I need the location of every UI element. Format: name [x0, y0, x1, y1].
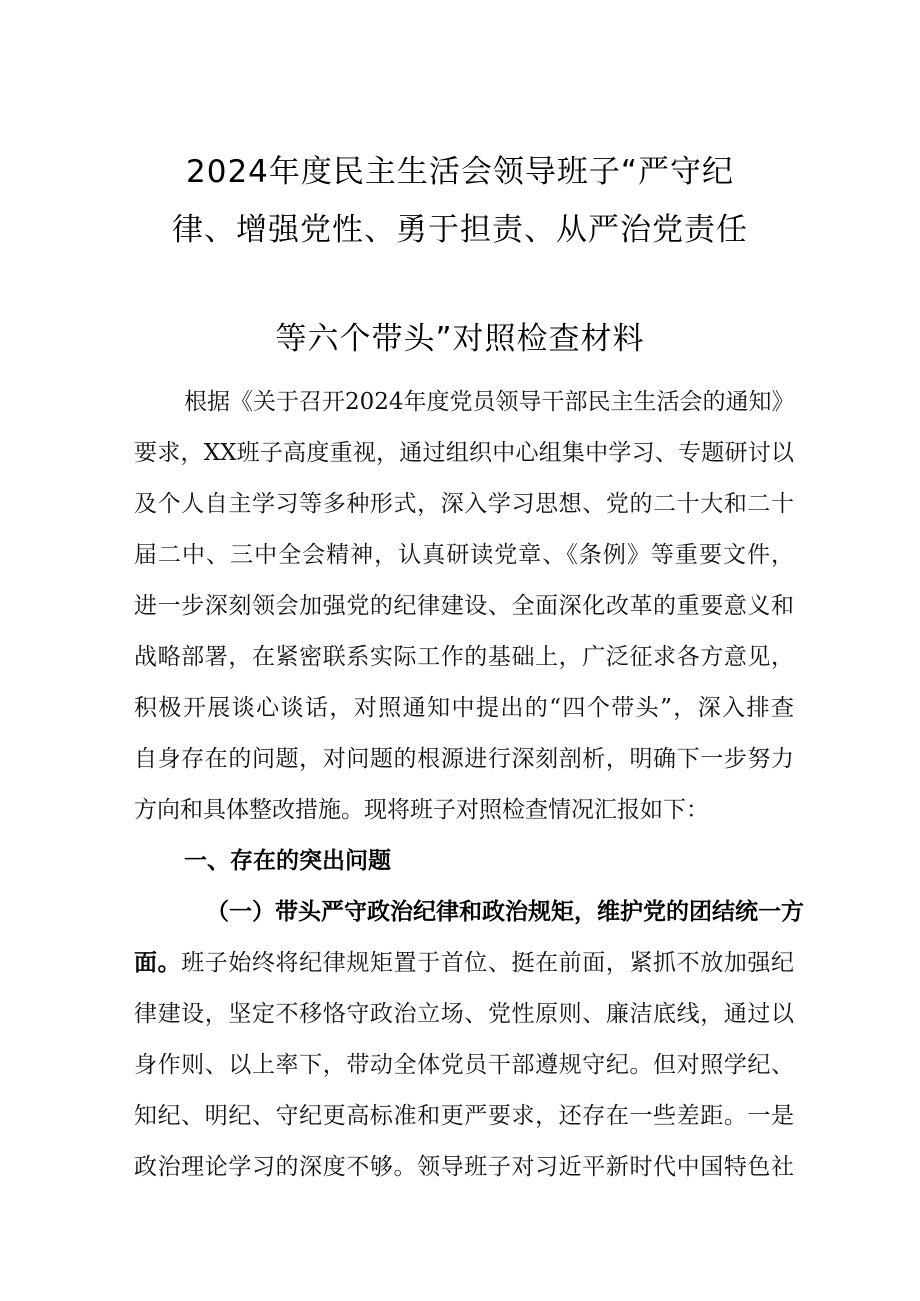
intro-line-2: 要求，XX班子高度重视，通过组织中心组集中学习、专题研讨以 [134, 440, 794, 466]
section-heading: 一、存在的突出问题 [184, 847, 391, 874]
body-line-5: 政治理论学习的深度不够。领导班子对习近平新时代中国特色社 [134, 1154, 794, 1180]
subsection-heading-end: 面。 [134, 949, 182, 976]
intro-line-9: 方向和具体整改措施。现将班子对照检查情况汇报如下： [134, 797, 709, 823]
intro-line-8: 自身存在的问题，对问题的根源进行深刻剖析，明确下一步努力 [134, 746, 794, 772]
body-line-2: 律建设，坚定不移恪守政治立场、党性原则、廉洁底线，通过以 [134, 1001, 794, 1027]
intro-line-4: 届二中、三中全会精神，认真研读党章、《条例》等重要文件， [134, 542, 794, 568]
document-title-line-2: 律、增强党性、勇于担责、从严治党责任 [172, 212, 748, 248]
body-line-1-text: 班子始终将纪律规矩置于首位、挺在前面，紧抓不放加强纪 [181, 950, 795, 976]
intro-line-6: 战略部署，在紧密联系实际工作的基础上，广泛征求各方意见， [134, 644, 794, 670]
body-line-4: 知纪、明纪、守纪更高标准和更严要求，还存在一些差距。一是 [134, 1103, 794, 1129]
document-title-line-3: 等六个带头”对照检查材料 [275, 321, 645, 357]
intro-line-5: 进一步深刻领会加强党的纪律建设、全面深化改革的重要意义和 [134, 593, 794, 619]
intro-line-3: 及个人自主学习等多种形式，深入学习思想、党的二十大和二十 [134, 491, 794, 517]
subsection-heading: （一）带头严守政治纪律和政治规矩，维护党的团结统一方 [206, 898, 804, 925]
intro-line-7: 积极开展谈心谈话，对照通知中提出的“四个带头”，深入排查 [134, 695, 794, 721]
body-line-3: 身作则、以上率下，带动全体党员干部遵规守纪。但对照学纪、 [134, 1052, 794, 1078]
body-line-1 [134, 948, 794, 978]
document-title-line-1: 2024年度民主生活会领导班子“严守纪 [186, 154, 734, 190]
intro-line-1: 根据《关于召开2024年度党员领导干部民主生活会的通知》 [184, 389, 795, 415]
